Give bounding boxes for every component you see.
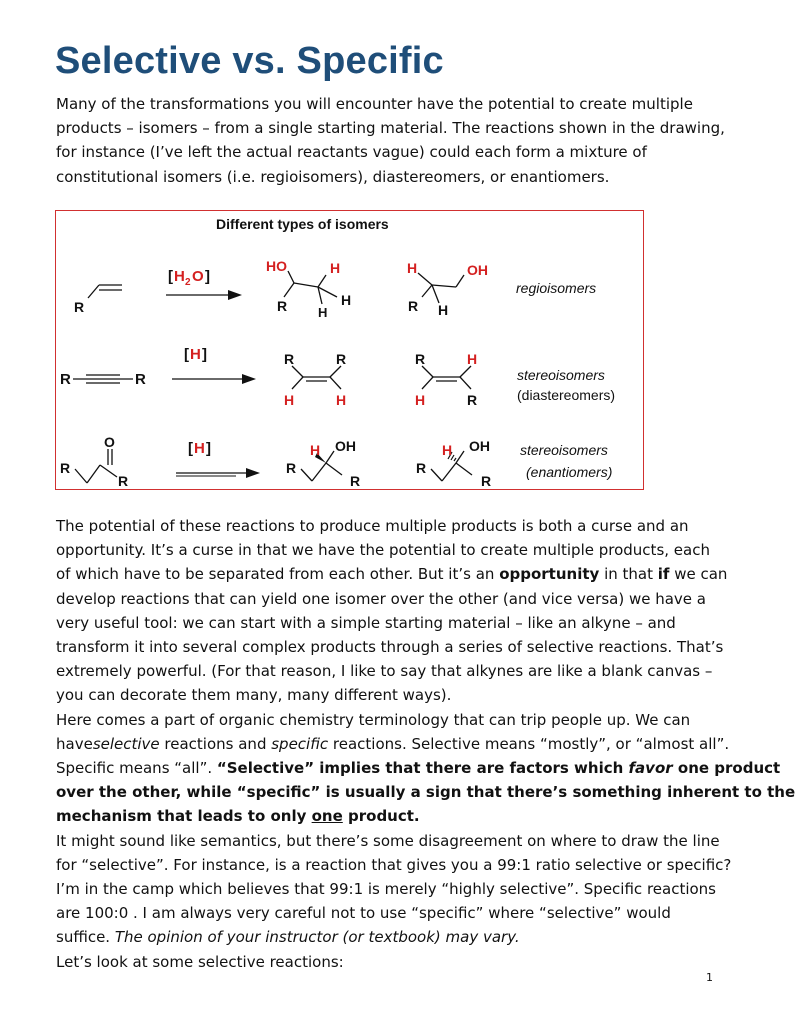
text-run: specific	[271, 734, 329, 753]
svg-text:]: ]	[205, 268, 210, 285]
body-line	[56, 514, 716, 538]
reagent-h2o	[168, 268, 210, 288]
svg-text:O: O	[192, 268, 204, 285]
product-anti-markovnikov	[407, 260, 488, 318]
body-line	[56, 538, 716, 562]
text-run: It might sound like semantics, but there’s some disagreement on where to draw the line	[56, 831, 720, 850]
body-paragraphs	[56, 514, 795, 974]
body-line	[56, 708, 716, 732]
text-run: suffice.	[56, 928, 115, 947]
text-run: opportunity	[499, 565, 600, 584]
svg-text:2: 2	[185, 277, 191, 288]
label-diastereomers: (diastereomers)	[517, 387, 616, 403]
body-line	[56, 780, 795, 804]
body-line	[56, 829, 720, 853]
label-stereoisomers: stereoisomers	[517, 367, 605, 383]
text-run: one product	[672, 759, 781, 778]
reagent-h	[184, 346, 207, 363]
svg-text:R: R	[350, 473, 361, 489]
label-regioisomers: regioisomers	[516, 280, 597, 296]
svg-text:OH: OH	[467, 262, 488, 278]
reaction-arrow	[172, 374, 256, 384]
text-run: have	[56, 734, 93, 753]
svg-text:OH: OH	[335, 438, 356, 454]
svg-text:HO: HO	[266, 258, 287, 274]
reactant-alkene	[88, 285, 122, 298]
body-line	[56, 853, 732, 877]
svg-text:H: H	[194, 440, 205, 457]
text-run: we can	[669, 565, 728, 584]
text-run: favor	[628, 759, 673, 778]
body-line	[56, 925, 716, 949]
text-run: product.	[342, 807, 420, 826]
reaction-arrow	[166, 290, 242, 300]
label-enantiomers: (enantiomers)	[526, 464, 613, 480]
reactant-alkyne	[60, 371, 146, 388]
reaction-arrow	[176, 468, 260, 478]
page-number: 1	[706, 971, 713, 984]
isomer-figure-svg	[56, 211, 645, 491]
text-run: reactions. Selective means “mostly”, or “almost all”.	[328, 734, 730, 753]
svg-text:H: H	[415, 392, 426, 408]
text-run: The opinion of your instructor (or textbook) may vary.	[114, 928, 520, 947]
isomer-figure	[55, 210, 644, 490]
text-run: very useful tool: we can start with a simple starting material – like an alkyne – and	[56, 613, 676, 632]
svg-text:R: R	[415, 351, 426, 367]
text-run: The potential of these reactions to produce multiple products is both a curse and an	[56, 517, 689, 535]
svg-text:R: R	[118, 473, 129, 489]
svg-text:R: R	[135, 371, 146, 388]
body-line	[56, 901, 716, 925]
reactant-ketone	[60, 434, 128, 489]
product-enantiomer-hash	[416, 438, 491, 489]
text-run: for “selective”. For instance, is a reaction that gives you a 99:1 ratio selective or specific?	[56, 855, 732, 874]
svg-text:H: H	[341, 292, 352, 308]
body-line	[56, 611, 716, 635]
text-run: Let’s look at some selective reactions:	[56, 952, 344, 971]
product-cis-alkene	[284, 351, 346, 408]
body-line	[56, 683, 716, 707]
text-run: in that	[599, 565, 658, 584]
svg-text:R: R	[60, 460, 71, 476]
svg-text:R: R	[408, 298, 419, 314]
body-line	[56, 635, 724, 659]
text-run: are 100:0 . I am always very careful not to use “specific” where “selective” would	[56, 904, 671, 923]
svg-text:H: H	[284, 392, 295, 408]
label-stereoisomers: stereoisomers	[520, 442, 608, 458]
svg-text:H: H	[190, 346, 201, 363]
svg-text:[: [	[184, 346, 189, 363]
svg-text:R: R	[467, 392, 478, 408]
atom-r: R	[74, 299, 85, 315]
text-run: of which have to be separated from each other. But it’s an	[56, 565, 500, 584]
text-run: if	[657, 565, 670, 584]
svg-text:R: R	[286, 460, 297, 476]
body-line	[56, 877, 716, 901]
intro-line: products – isomers – from a single starting material. The reactions shown in the drawing,	[56, 119, 725, 138]
svg-text:R: R	[416, 460, 427, 476]
svg-text:R: R	[481, 473, 492, 489]
text-run: over the other, while “specific” is usually a sign that there’s something inherent to the	[56, 783, 795, 802]
body-line	[56, 587, 716, 611]
text-run: extremely powerful. (For that reason, I like to say that alkynes are like a blank canvas –	[56, 662, 713, 681]
text-run: transform it into several complex products through a series of selective reactions. That’s	[56, 638, 724, 657]
svg-text:]: ]	[206, 440, 211, 457]
body-line	[56, 950, 716, 974]
body-line	[56, 659, 716, 683]
svg-text:H: H	[438, 302, 449, 318]
intro-line: Many of the transformations you will encounter have the potential to create multiple	[56, 95, 693, 113]
svg-text:]: ]	[202, 346, 207, 363]
svg-text:H: H	[318, 305, 328, 320]
svg-text:R: R	[284, 351, 295, 367]
text-run: selective	[92, 734, 160, 753]
figure-heading: Different types of isomers	[216, 216, 389, 232]
svg-text:OH: OH	[469, 438, 490, 454]
intro-paragraph	[56, 92, 725, 189]
body-line	[56, 732, 730, 756]
svg-text:[: [	[168, 268, 173, 285]
svg-text:H: H	[442, 442, 453, 458]
svg-text:R: R	[60, 371, 71, 388]
svg-text:H: H	[310, 442, 321, 458]
text-run: opportunity. It’s a curse in that we have the potential to create multiple products, each	[56, 541, 710, 560]
svg-text:H: H	[330, 260, 341, 276]
text-run: I’m in the camp which believes that 99:1 is merely “highly selective”. Specific reactions	[56, 880, 716, 899]
text-run: develop reactions that can yield one isomer over the other (and vice versa) we have a	[56, 589, 706, 608]
svg-text:H: H	[467, 351, 478, 367]
text-run: you can decorate them many, many different ways).	[56, 686, 452, 705]
product-trans-alkene	[415, 351, 477, 408]
product-markovnikov	[266, 258, 351, 320]
text-run: “Selective” implies that there are factors which	[216, 759, 629, 778]
text-run: one	[311, 807, 343, 826]
svg-text:[: [	[188, 440, 193, 457]
svg-text:H: H	[174, 268, 185, 285]
svg-text:R: R	[277, 298, 288, 314]
intro-line: for instance (I’ve left the actual reactants vague) could each form a mixture of	[56, 143, 647, 162]
body-line	[56, 562, 728, 586]
svg-text:O: O	[104, 434, 115, 450]
intro-line: constitutional isomers (i.e. regioisomers), diastereomers, or enantiomers.	[56, 167, 610, 186]
product-enantiomer-wedge	[286, 438, 360, 489]
reagent-h	[188, 440, 211, 457]
svg-text:H: H	[336, 392, 347, 408]
text-run: Specific means “all”.	[56, 759, 217, 778]
text-run: Here comes a part of organic chemistry terminology that can trip people up. We can	[56, 710, 691, 729]
body-line	[56, 804, 716, 828]
body-line	[56, 756, 781, 780]
text-run: reactions and	[159, 734, 272, 753]
page-title: Selective vs. Specific	[55, 40, 444, 82]
text-run: mechanism that leads to only	[56, 807, 312, 826]
svg-text:H: H	[407, 260, 418, 276]
svg-text:R: R	[336, 351, 347, 367]
